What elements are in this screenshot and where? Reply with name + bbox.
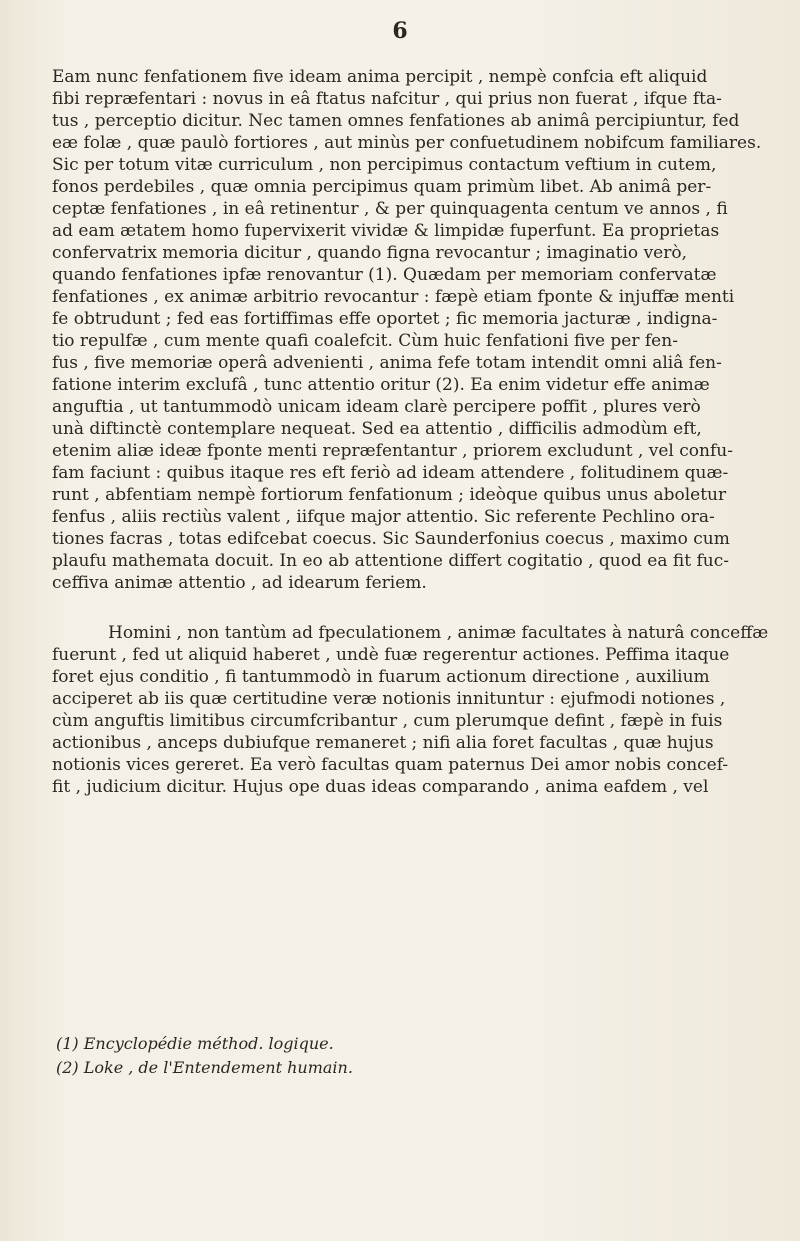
text-line: acciperet ab iis quæ certitudine veræ notionis innituntur : ejufmodi notiones , (52, 689, 726, 709)
page-number: 6 (392, 18, 408, 44)
text-line: actionibus , anceps dubiufque remaneret ; nifi alia foret facultas , quæ hujus (52, 733, 714, 753)
paragraph-2 (52, 622, 770, 798)
footnotes (56, 1032, 353, 1080)
text-line: fatione interim exclufâ , tunc attentio oritur (2). Ea enim videtur effe animæ (52, 375, 710, 395)
text-line: ad eam ætatem homo fupervixerit vividæ & limpidæ fuperfunt. Ea proprietas (52, 221, 720, 241)
text-line: fus , five memoriæ operâ advenienti , anima fefe totam intendit omni aliâ fen- (52, 353, 722, 373)
text-line: runt , abfentiam nempè fortiorum fenfationum ; ideòque quibus unus aboletur (52, 485, 727, 505)
text-line: confervatrix memoria dicitur , quando figna revocantur ; imaginatio verò, (52, 243, 687, 263)
paragraph-gap (52, 594, 770, 622)
text-line: Homini , non tantùm ad fpeculationem , animæ facultates à naturâ conceffæ (108, 623, 769, 643)
text-line: ceffiva animæ attentio , ad idearum feriem. (52, 573, 427, 593)
text-line: quando fenfationes ipfæ renovantur (1). Quædam per memoriam confervatæ (52, 265, 717, 285)
text-line: Eam nunc fenfationem five ideam anima percipit , nempè confcia eft aliquid (52, 67, 708, 87)
text-line: unà diftinctè contemplare nequeat. Sed ea attentio , difficilis admodùm eft, (52, 419, 702, 439)
text-line: fenfus , aliis rectiùs valent , iifque major attentio. Sic referente Pechlino ora- (52, 507, 715, 527)
footnote: (1) Encyclopédie méthod. logique. (56, 1034, 334, 1053)
text-line: fibi repræfentari : novus in eâ ftatus nafcitur , qui prius non fuerat , ifque fta- (52, 89, 722, 109)
text-line: plaufu mathemata docuit. In eo ab attentione differt cogitatio , quod ea fit fuc- (52, 551, 729, 571)
text-line: fenfationes , ex animæ arbitrio revocantur : fæpè etiam fponte & injuffæ menti (52, 287, 735, 307)
text-line: cùm anguftis limitibus circumfcribantur , cum plerumque defint , fæpè in fuis (52, 711, 723, 731)
text-line: foret ejus conditio , fi tantummodò in fuarum actionum directione , auxilium (52, 667, 710, 687)
text-line: tus , perceptio dicitur. Nec tamen omnes fenfationes ab animâ percipiuntur, fed (52, 111, 740, 131)
text-line: ceptæ fenfationes , in eâ retinentur , & per quinquagenta centum ve annos , fi (52, 199, 728, 219)
footnote: (2) Loke , de l'Entendement humain. (56, 1058, 353, 1077)
text-line: Sic per totum vitæ curriculum , non percipimus contactum veftium in cutem, (52, 155, 717, 175)
text-line: tiones facras , totas edifcebat coecus. Sic Saunderfonius coecus , maximo cum (52, 529, 730, 549)
text-line: notionis vices gereret. Ea verò facultas quam paternus Dei amor nobis concef- (52, 755, 729, 775)
main-text (52, 66, 770, 798)
text-line: fe obtrudunt ; fed eas fortiffimas effe oportet ; fic memoria jacturæ , indigna- (52, 309, 718, 329)
text-line: fam faciunt : quibus itaque res eft feriò ad ideam attendere , folitudinem quæ- (52, 463, 729, 483)
text-line: eæ folæ , quæ paulò fortiores , aut minùs per confuetudinem nobifcum familiares. (52, 133, 762, 153)
text-line: anguftia , ut tantummodò unicam ideam clarè percipere poffit , plures verò (52, 397, 701, 417)
text-line: fonos perdebiles , quæ omnia percipimus quam primùm libet. Ab animâ per- (52, 177, 712, 197)
text-line: fuerunt , fed ut aliquid haberet , undè fuæ regerentur actiones. Peffima itaque (52, 645, 730, 665)
paragraph-1 (52, 66, 770, 594)
text-line: tio repulfæ , cum mente quafi coalefcit. Cùm huic fenfationi five per fen- (52, 331, 678, 351)
text-line: fit , judicium dicitur. Hujus ope duas ideas comparando , anima eafdem , vel (52, 777, 709, 797)
text-line: etenim aliæ ideæ fponte menti repræfentantur , priorem excludunt , vel confu- (52, 441, 733, 461)
